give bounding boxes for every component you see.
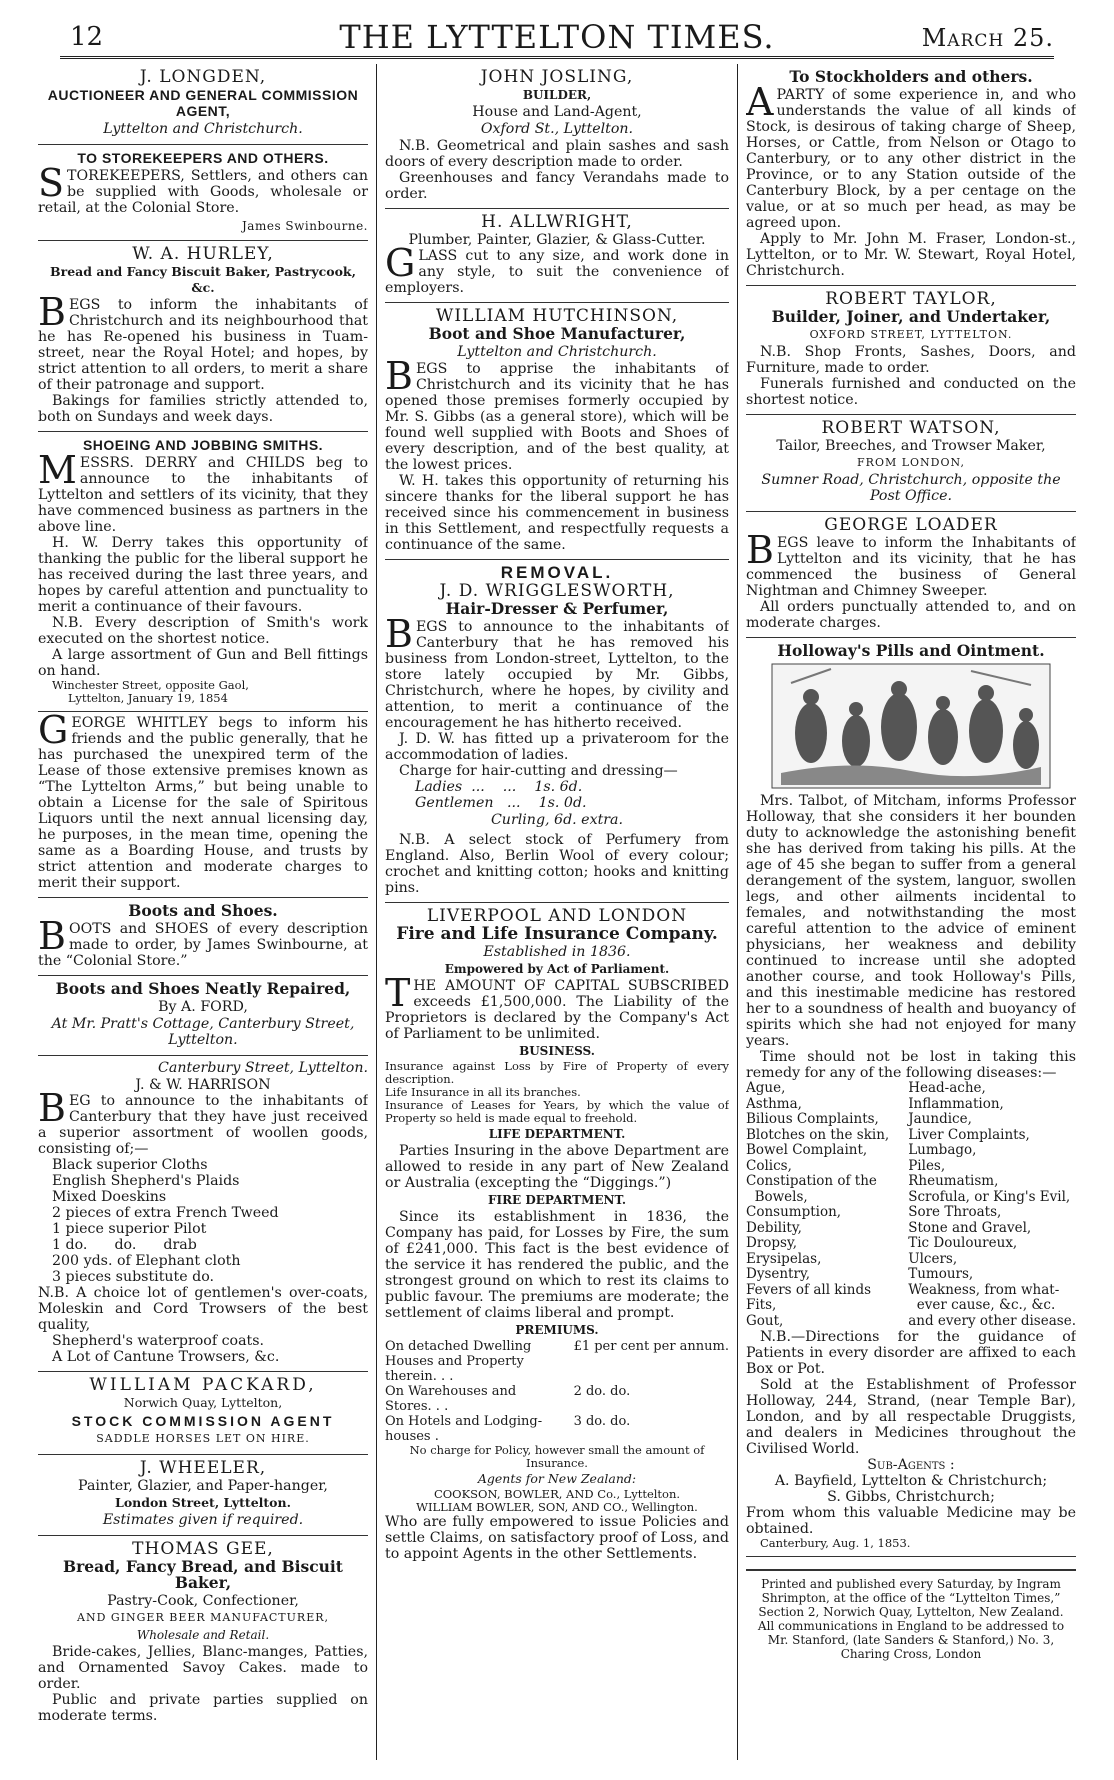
ad-from: FROM LONDON, [857, 456, 965, 469]
ad-body: Greenhouses and fancy Verandahs made to order. [385, 170, 729, 202]
premium-rate: 3 do. do. [573, 1414, 631, 1429]
subagents-heading: Sub-Agents : [867, 1457, 955, 1473]
column-1 [38, 64, 368, 1760]
ad-body: Bakings for families strictly attended to, both on Sundays and week days. [38, 393, 368, 425]
ad-name: ROBERT WATSON, [821, 418, 1001, 438]
ad-body: N.B. Every description of Smith's work executed on the shortest notice. [38, 615, 368, 647]
ad-role: Plumber, Painter, Glazier, & Glass-Cutter. [408, 232, 706, 248]
ad-whitley [38, 708, 368, 898]
ad-name: ROBERT TAYLOR, [825, 289, 997, 309]
disease-item: Scrofula, or King's Evil, [908, 1188, 1071, 1205]
ad-heading: Holloway's Pills and Ointment. [777, 641, 1045, 660]
list-item: Mixed Doeskins [52, 1189, 167, 1205]
list-item: Black superior Cloths [52, 1157, 208, 1173]
ad-body: GEORGE WHITLEY begs to inform his friends and the public generally, that he has purchased the unexpired term of the Lease of those extensive premises known as “The Lyttelton Arms,” but being unable to obtain a License for the sale of Spiritous Liquors until the next annual licensing day, he purposes, in the mean time, opening the same as a Boarding House, and trusts by strict attention and moderate charges to merit their support. [38, 708, 368, 891]
ad-role: Hair-Dresser & Perfumer, [445, 599, 669, 618]
imprint [746, 1569, 1076, 1661]
disease-item: Constipation of the [746, 1173, 877, 1189]
disease-item: Inflammation, [908, 1095, 1004, 1112]
ad-body: Insurance of Leases for Years, by which the value of Property so held is made equal to freehold. [385, 1098, 729, 1125]
ad-act: Empowered by Act of Parliament. [444, 962, 670, 976]
disease-item: Bowels, [746, 1188, 808, 1205]
ad-name: WILLIAM PACKARD, [89, 1375, 317, 1395]
ad-body: A large assortment of Gun and Bell fittings on hand. [38, 647, 368, 679]
disease-item: Ulcers, [908, 1250, 958, 1267]
price-curling: Curling, 6d. extra. [490, 812, 624, 828]
ad-stockholders [746, 64, 1076, 286]
disease-item: Rheumatism, [908, 1173, 999, 1189]
masthead [60, 18, 1054, 59]
disease-item: Consumption, [746, 1204, 842, 1220]
ad-body: STOREKEEPERS, Settlers, and others can be supplied with Goods, wholesale or retail, at the Colonial Store. [38, 161, 368, 216]
page-number: 12 [70, 22, 104, 52]
column-2 [385, 64, 729, 1760]
disease-item: Liver Complaints, [908, 1126, 1030, 1143]
premium-rate: 2 do. do. [573, 1384, 631, 1399]
ad-body: BEG to announce to the inhabitants of Canterbury that they have just received a superior assortment of woollen goods, consisting of;— [38, 1086, 368, 1157]
ad-name: W. A. HURLEY, [132, 244, 274, 264]
ad-body: Funerals furnished and conducted on the shortest notice. [746, 376, 1076, 408]
ad-note: No charge for Policy, however small the amount of Insurance. [409, 1443, 705, 1470]
ad-hutchinson [385, 303, 729, 560]
ad-name: THOMAS GEE, [132, 1539, 274, 1559]
ad-harrison [38, 1056, 368, 1372]
ad-ford [38, 976, 368, 1056]
premium-rate: £1 per cent per annum. [573, 1339, 729, 1354]
ad-body: N.B. A select stock of Perfumery from England. Also, Berlin Wool of every colour; crochet and knitting cotton; hooks and knitting pins. [385, 832, 729, 896]
ad-wheeler [38, 1455, 368, 1536]
disease-item: Gout, [746, 1312, 784, 1329]
issue-date: March 25. [921, 24, 1054, 52]
ad-body: N.B.—Directions for the guidance of Patients in every disorder are affixed to each Box or Pot. [746, 1329, 1076, 1377]
ad-address: OXFORD STREET, LYTTELTON. [809, 328, 1013, 341]
disease-item: Sore Throats, [908, 1204, 1002, 1220]
disease-item: Colics, [746, 1157, 792, 1174]
disease-item: Fits, [746, 1297, 777, 1313]
ad-address: Oxford St., Lyttelton. [480, 121, 634, 137]
imprint-text: All communications in England to be addressed to Mr. Stanford, (late Sanders & Stanford,) No. 3, Charing Cross, London [757, 1619, 1065, 1661]
disease-item: Lumbago, [908, 1142, 977, 1158]
ad-body: BOOTS and SHOES of every description made to order, by James Swinbourne, at the “Colonial Store.” [38, 914, 368, 969]
ad-name: J. D. WRIGGLESWORTH, [439, 581, 675, 601]
price-gentlemen: Gentlemen ... 1s. 0d. [415, 795, 587, 811]
disease-item: Blotches on the skin, [746, 1126, 890, 1143]
ad-name: JOHN JOSLING, [480, 67, 634, 87]
list-item: 1 piece superior Pilot [52, 1221, 207, 1237]
imprint-text: Printed and published every Saturday, by Ingram Shrimpton, at the office of the “Lyttelton Times,” Section 2, Norwich Quay, Lyttelton, New Zealand. [758, 1577, 1064, 1619]
ad-place: Lyttelton and Christchurch. [103, 121, 303, 137]
disease-item: Dropsy, [746, 1235, 798, 1251]
list-item: 2 pieces of extra French Tweed [52, 1205, 279, 1221]
ad-body: APARTY of some experience in, and who understands the value of all kinds of Stock, is desirous of taking charge of Sheep, Horses, or Cattle, from Nelson or Otago to Canterbury, or to any other district in the Province, or to any Station outside of the Canterbury Block, by a per centage on the value, or at so much per head, as may be agreed upon. [746, 80, 1076, 231]
ad-role: Bread, Fancy Bread, and Biscuit Baker, [63, 1557, 343, 1592]
ad-watson [746, 415, 1076, 512]
ad-body: From whom this valuable Medicine may be obtained. [746, 1505, 1076, 1537]
ad-body: Parties Insuring in the above Department are allowed to reside in any part of New Zealand or Australia (excepting the “Diggings.”) [385, 1143, 729, 1191]
list-item: A Lot of Cantune Trowsers, &c. [52, 1349, 280, 1365]
section-heading: PREMIUMS. [515, 1323, 599, 1337]
subagent: A. Bayfield, Lyttelton & Christchurch; [774, 1473, 1048, 1489]
disease-item: Head-ache, [908, 1080, 986, 1096]
ad-date: Canterbury, Aug. 1, 1853. [760, 1536, 911, 1550]
ad-body: J. D. W. has fitted up a privateroom for the accommodation of ladies. [385, 731, 729, 763]
ad-address: Norwich Quay, Lyttelton, [123, 1395, 283, 1410]
ad-body: THE AMOUNT OF CAPITAL SUBSCRIBED exceeds £1,500,000. The Liability of the Proprietors is declared by the Company's Act of Parliament to be unlimited. [385, 971, 729, 1042]
disease-item: Bowel Complaint, [746, 1142, 868, 1158]
disease-item: Debility, [746, 1219, 802, 1236]
ad-body: H. W. Derry takes this opportunity of thanking the public for the liberal support he has received during the last three years, and hopes by careful attention and punctuality to merit a continuance of their favours. [38, 535, 368, 615]
ad-storekeepers [38, 145, 368, 241]
column-rule [376, 64, 377, 1760]
ad-body: Mrs. Talbot, of Mitcham, informs Professor Holloway, that she considers it her bounden duty to acknowledge the astonishing benefit she has derived from taking his pills. At the age of 45 she began to suffer from a general derangement of the system, languor, swollen legs, and other ailments incidental to females, and notwithstanding the most careful attention to the advice of eminent physicians, her weakness and debility continued to increase until she adopted another course, and took Holloway's Pills, and this inestimable medicine has restored her to a soundness of health and buoyancy of spirits which she had not enjoyed for many years. [746, 793, 1076, 1049]
disease-item: Tumours, [908, 1266, 974, 1282]
ad-longden [38, 64, 368, 145]
section-heading: BUSINESS. [519, 1044, 595, 1058]
premium-label: On detached Dwelling Houses and Property therein. . . [385, 1339, 532, 1384]
price-ladies: Ladies ... ... 1s. 6d. [415, 779, 583, 795]
ad-body: N.B. Geometrical and plain sashes and sash doors of every description made to order. [385, 138, 729, 170]
ad-place: Lyttelton and Christchurch. [457, 344, 657, 360]
subagent: S. Gibbs, Christchurch; [827, 1489, 995, 1505]
section-heading: FIRE DEPARTMENT. [487, 1193, 627, 1207]
ad-body: N.B. Shop Fronts, Sashes, Doors, and Furniture, made to order. [746, 344, 1076, 376]
ad-heading: Boots and Shoes. [128, 901, 278, 920]
diseases-right [908, 1081, 1076, 1329]
ad-heading: SHOEING AND JOBBING SMITHS. [82, 437, 324, 453]
ad-body: W. H. takes this opportunity of returning his sincere thanks for the liberal support he has received since his commencement in business in this Settlement, and respectfully requests a continuance of the same. [385, 473, 729, 553]
ad-name: H. ALLWRIGHT, [481, 212, 633, 232]
ad-address: Winchester Street, opposite Gaol, [52, 678, 249, 692]
ad-heading: LIVERPOOL AND LONDON [426, 906, 688, 926]
ad-body: Sold at the Establishment of Professor Holloway, 244, Strand, (near Temple Bar), London, and by all respectable Druggists, and dealers in Medicines throughout the Civilised World. [746, 1377, 1076, 1457]
column-3 [746, 64, 1076, 1760]
ad-body: N.B. A choice lot of gentlemen's over-coats, Moleskin and Cord Trowsers of the best quality, [38, 1285, 368, 1333]
diseases-list [746, 1081, 1076, 1329]
disease-item: Ague, [746, 1080, 786, 1096]
disease-item: Dysentry, [746, 1266, 811, 1282]
disease-item: Tic Douloureux, [908, 1235, 1018, 1251]
ad-role: Boot and Shoe Manufacturer, [428, 324, 686, 343]
ad-body: GLASS cut to any size, and work done in any style, to suit the convenience of employers. [385, 241, 729, 296]
price-heading: Charge for hair-cutting and dressing— [399, 763, 678, 779]
disease-item: Asthma, [746, 1095, 802, 1112]
ad-body: All orders punctually attended to, and on moderate charges. [746, 599, 1076, 631]
ad-place: At Mr. Pratt's Cottage, Canterbury Street, Lyttelton. [51, 1016, 355, 1048]
agents-heading: Agents for New Zealand: [477, 1471, 637, 1486]
ad-role: AND GINGER BEER MANUFACTURER, [77, 1611, 329, 1624]
ad-name: J. LONGDEN, [139, 67, 267, 87]
ad-name: GEORGE LOADER [824, 515, 998, 535]
ad-body: Life Insurance in all its branches. [385, 1085, 581, 1099]
ad-name: J. WHEELER, [139, 1458, 267, 1478]
list-item: Shepherd's waterproof coats. [52, 1333, 265, 1349]
ad-body: Since its establishment in 1836, the Company has paid, for Losses by Fire, the sum of £241,000. This fact is the best evidence of the service it has rendered the public, and the strongest ground on which to rest its claims to public favour. The premiums are moderate; the settlement of claims liberal and prompt. [385, 1209, 729, 1321]
ad-shoeing-smiths [38, 432, 368, 712]
ad-place: Canterbury Street, Lyttelton. [158, 1060, 368, 1076]
ad-removal [385, 560, 729, 903]
ad-taylor [746, 286, 1076, 415]
ad-role: Bread and Fancy Biscuit Baker, Pastrycook, &c. [50, 264, 356, 295]
ad-body: Bride-cakes, Jellies, Blanc-manges, Patties, and Ornamented Savoy Cakes. made to order. [38, 1644, 368, 1692]
ad-body: Who are fully empowered to issue Policies and settle Claims, on satisfactory proof of Loss, and to appoint Agents in the other Settlements. [385, 1514, 729, 1562]
newspaper-title: THE LYTTELTON TIMES. [339, 18, 775, 56]
goods-list [38, 1157, 368, 1285]
ad-hurley [38, 241, 368, 432]
column-rule [737, 64, 738, 1760]
disease-item: Stone and Gravel, [908, 1219, 1032, 1236]
disease-item: Fevers of all kinds [746, 1281, 872, 1298]
ad-date: Lyttelton, January 19, 1854 [68, 691, 228, 705]
ad-role: House and Land-Agent, [472, 104, 642, 120]
ad-josling [385, 64, 729, 209]
ad-role: STOCK COMMISSION AGENT [71, 1413, 335, 1429]
ad-heading: REMOVAL. [500, 563, 614, 582]
ad-body: BEGS to inform the inhabitants of Christchurch and its neighbourhood that he has Re-opened his business in Tuam-street, near the Royal Hotel; and hopes, by strict attention to all orders, to merit a share of their patronage and support. [38, 290, 368, 393]
diseases-left [746, 1081, 902, 1329]
ad-heading: Boots and Shoes Neatly Repaired, [55, 979, 351, 998]
ad-note: SADDLE HORSES LET ON HIRE. [96, 1432, 310, 1445]
ad-name: WILLIAM HUTCHINSON, [435, 306, 679, 326]
ad-role: Tailor, Breeches, and Trowser Maker, [776, 438, 1046, 454]
list-item: 3 pieces substitute do. [52, 1269, 215, 1285]
ad-role: Pastry-Cook, Confectioner, [107, 1593, 299, 1609]
agent: WILLIAM BOWLER, SON, AND CO., Wellington. [416, 1500, 698, 1514]
section-heading: LIFE DEPARTMENT. [488, 1127, 626, 1141]
ad-heading: Fire and Life Insurance Company. [396, 924, 718, 944]
ad-name: J. & W. HARRISON [135, 1077, 271, 1093]
ad-insurance [385, 903, 729, 1568]
ad-body: Apply to Mr. John M. Fraser, London-st., Lyttelton, or to Mr. W. Stewart, Royal Hotel, Christchurch. [746, 231, 1076, 279]
ad-role: Painter, Glazier, and Paper-hanger, [78, 1478, 328, 1494]
ad-established: Established in 1836. [483, 944, 631, 960]
ad-role: AUCTIONEER AND GENERAL COMMISSION AGENT, [47, 87, 359, 119]
ad-heading: TO STOREKEEPERS AND OTHERS. [77, 150, 329, 166]
ad-heading: To Stockholders and others. [789, 67, 1033, 86]
ad-gee [38, 1536, 368, 1730]
ad-note: Wholesale and Retail. [136, 1628, 270, 1642]
ad-role: Builder, Joiner, and Undertaker, [771, 307, 1051, 326]
ad-allwright [385, 209, 729, 303]
ad-body: Time should not be lost in taking this remedy for any of the following diseases:— [746, 1049, 1076, 1081]
disease-item: Bilious Complaints, [746, 1111, 879, 1127]
ad-body: BEGS to apprise the inhabitants of Christchurch and its vicinity that he has opened those premises formerly occupied by Mr. S. Gibbs (as a general store), which will be found well supplied with Boots and Shoes of every description, and of the best quality, at the lowest prices. [385, 354, 729, 473]
disease-item: and every other disease. [908, 1312, 1076, 1329]
ad-holloway [746, 638, 1076, 1557]
disease-item: Piles, [908, 1157, 946, 1174]
ad-body: Public and private parties supplied on moderate terms. [38, 1692, 368, 1724]
ad-loader [746, 512, 1076, 638]
ad-body: MESSRS. DERRY and CHILDS beg to announce to the inhabitants of Lyttelton and settlers of its vicinity, that they have commenced business as partners in the above line. [38, 448, 368, 535]
ad-signature: James Swinbourne. [242, 219, 368, 233]
list-item: English Shepherd's Plaids [52, 1173, 240, 1189]
premium-label: On Hotels and Lodging-houses . [385, 1414, 543, 1444]
list-item: 200 yds. of Elephant cloth [52, 1253, 241, 1269]
ad-body: BEGS leave to inform the Inhabitants of Lyttelton and its vicinity, that he has commenced the business of General Nightman and Chimney Sweeper. [746, 528, 1076, 599]
ad-body: BEGS to announce to the inhabitants of Canterbury that he has removed his business from London-street, Lyttelton, to the store lately occupied by Mr. Gibbs, Christchurch, where he hopes, by civility and attention, to merit a continuance of the encouragement he has hitherto received. [385, 612, 729, 731]
ad-address: Sumner Road, Christchurch, opposite the Post Office. [761, 472, 1061, 504]
premium-label: On Warehouses and Stores. . . [385, 1384, 517, 1414]
ad-note: Estimates given if required. [102, 1512, 304, 1528]
allegorical-illustration [771, 663, 1051, 789]
ad-boots-shoes [38, 898, 368, 976]
premiums-table [385, 1339, 729, 1444]
disease-item: Jaundice, [908, 1111, 972, 1127]
disease-item: Erysipelas, [746, 1250, 822, 1267]
ad-name: By A. FORD, [158, 999, 248, 1015]
ad-packard [38, 1372, 368, 1455]
disease-item: ever cause, &c., &c. [908, 1297, 1056, 1313]
ad-address: London Street, Lyttelton. [115, 1495, 291, 1510]
disease-item: Weakness, from what- [908, 1281, 1060, 1298]
list-item: 1 do. do. drab [52, 1237, 197, 1253]
ad-body: Insurance against Loss by Fire of Property of every description. [385, 1059, 729, 1086]
agent: COOKSON, BOWLER, AND Co., Lyttelton. [433, 1487, 681, 1501]
ad-role: BUILDER, [522, 88, 592, 102]
